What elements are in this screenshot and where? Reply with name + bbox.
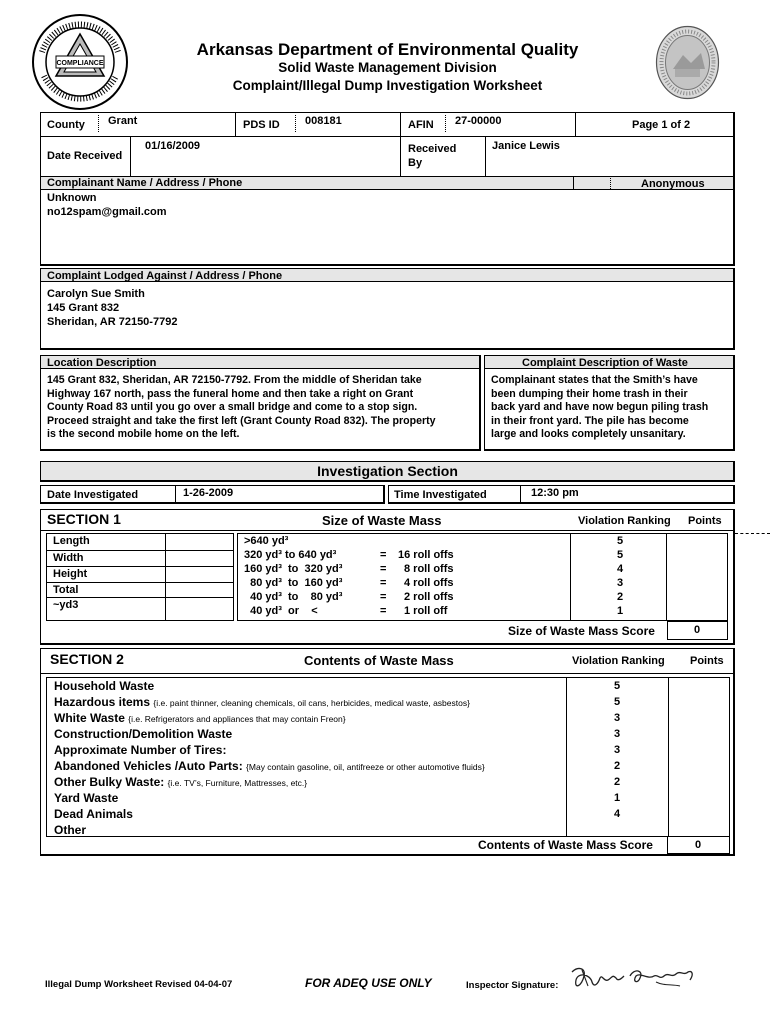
time-investigated-value[interactable]: 12:30 pm (531, 487, 579, 499)
inspector-signature[interactable] (568, 964, 698, 996)
equals-sign: = (380, 549, 387, 561)
size-score-value[interactable]: 0 (693, 624, 701, 636)
content-row: Abandoned Vehicles /Auto Parts: {May contain gasoline, oil, antifreeze or other automotive fluids} (54, 759, 485, 773)
rolloff-count: 1 roll off (404, 605, 448, 617)
county-label: County (47, 119, 85, 131)
received-by-label: Received By (408, 143, 457, 169)
state-seal (655, 25, 720, 100)
against-line: 145 Grant 832 (47, 302, 120, 314)
svg-text:COMPLIANCE: COMPLIANCE (56, 60, 104, 67)
section-2-subtitle: Contents of Waste Mass (304, 653, 454, 668)
rolloff-count: 16 roll offs (398, 549, 454, 561)
rolloff-count: 4 roll offs (404, 577, 454, 589)
pds-id-label: PDS ID (243, 119, 280, 131)
agency-title: Arkansas Department of Environmental Quality (196, 40, 579, 59)
pds-id-value[interactable]: 008181 (305, 115, 342, 127)
content-row: Yard Waste (54, 791, 119, 805)
afin-value[interactable]: 27-00000 (455, 115, 502, 127)
date-investigated-value[interactable]: 1-26-2009 (183, 487, 234, 499)
dashed-line (735, 533, 770, 534)
ranking-value: 5 (616, 535, 624, 547)
complainant-label: Complainant Name / Address / Phone (47, 177, 243, 189)
division-title: Solid Waste Management Division (278, 60, 497, 75)
ranking-value: 3 (616, 577, 624, 589)
revision-note: Illegal Dump Worksheet Revised 04-04-07 (45, 979, 233, 990)
section-2-title: SECTION 2 (50, 651, 124, 667)
content-row: Approximate Number of Tires: (54, 743, 227, 757)
adeq-use-only: FOR ADEQ USE ONLY (305, 976, 432, 990)
afin-label: AFIN (408, 119, 434, 131)
dim-height-label: Height (53, 568, 88, 580)
rolloff-count: 2 roll offs (404, 591, 454, 603)
time-investigated-label: Time Investigated (394, 489, 487, 501)
content-row: Household Waste (54, 679, 155, 693)
location-label: Location Description (47, 357, 157, 369)
points-header: Points (688, 515, 722, 527)
complainant-line: no12spam@gmail.com (47, 206, 167, 218)
ranking-value: 3 (613, 744, 621, 756)
signature-label: Inspector Signature: (466, 980, 559, 991)
size-row: 80 yd³ to 160 yd³ (244, 577, 343, 589)
equals-sign: = (380, 591, 387, 603)
content-row: Other Bulky Waste: {i.e. TV’s, Furniture, Mattresses, etc.} (54, 775, 308, 789)
anonymous-checkbox[interactable]: Anonymous (641, 178, 705, 190)
size-row: 40 yd³ or < (244, 605, 318, 617)
ranking-value: 4 (616, 563, 624, 575)
content-row: Hazardous items {i.e. paint thinner, cleaning chemicals, oil cans, herbicides, medical waste, asbestos} (54, 695, 470, 709)
equals-sign: = (380, 563, 387, 575)
ranking-value: 4 (613, 808, 621, 820)
violation-ranking-header: Violation Ranking (578, 515, 671, 527)
against-line: Sheridan, AR 72150-7792 (47, 316, 178, 328)
dim-length-label: Length (53, 535, 90, 547)
county-value[interactable]: Grant (108, 115, 138, 127)
content-row: White Waste {i.e. Refrigerators and appliances that may contain Freon} (54, 711, 346, 725)
size-score-label: Size of Waste Mass Score (508, 624, 655, 638)
violation-ranking-header: Violation Ranking (572, 655, 665, 667)
content-row: Dead Animals (54, 807, 133, 821)
date-received-label: Date Received (47, 150, 123, 162)
points-header: Points (690, 655, 724, 667)
dim-yd3-label: ~yd3 (53, 599, 79, 611)
size-row: 320 yd³ to 640 yd³ (244, 549, 337, 561)
width-input[interactable] (166, 551, 233, 566)
against-label: Complaint Lodged Against / Address / Phone (47, 270, 283, 282)
ranking-value: 5 (616, 549, 624, 561)
contents-score-value[interactable]: 0 (694, 839, 702, 851)
section-1-subtitle: Size of Waste Mass (322, 513, 442, 528)
waste-description-text[interactable]: Complainant states that the Smith’s have been dumping their home trash in their back yard and have now begun piling trash in their front yard. The pile has become large and looks completely unsanitary. (491, 374, 709, 441)
equals-sign: = (380, 577, 387, 589)
ranking-value: 2 (613, 776, 621, 788)
content-row: Construction/Demolition Waste (54, 727, 233, 741)
dim-total-label: Total (53, 584, 79, 596)
equals-sign: = (380, 605, 387, 617)
ranking-value: 5 (613, 696, 621, 708)
ranking-value: 5 (613, 680, 621, 692)
size-row: >640 yd³ (244, 535, 289, 547)
ranking-value: 2 (613, 760, 621, 772)
section-1-title: SECTION 1 (47, 511, 121, 527)
size-row: 160 yd³ to 320 yd³ (244, 563, 343, 575)
ranking-value: 2 (616, 591, 624, 603)
received-by-value[interactable]: Janice Lewis (492, 140, 560, 152)
rolloff-count: 8 roll offs (404, 563, 454, 575)
location-description[interactable]: 145 Grant 832, Sheridan, AR 72150-7792. From the middle of Sheridan take Highway 167 north, pass the funeral home and then take a right on Grant County Road 83 until you go over a small bridge and come to a stop sign. Proceed straight and take the first left (Grant County Road 832). The property is the second mobile home on the left. (47, 374, 436, 441)
waste-description-label: Complaint Description of Waste (522, 357, 688, 369)
page-number: Page 1 of 2 (632, 119, 691, 131)
compliance-logo (30, 12, 130, 112)
date-received-value[interactable]: 01/16/2009 (145, 140, 201, 152)
content-row: Other (54, 823, 87, 837)
ranking-value: 1 (616, 605, 624, 617)
ranking-value: 3 (613, 712, 621, 724)
date-investigated-label: Date Investigated (47, 489, 139, 501)
size-row: 40 yd³ to 80 yd³ (244, 591, 343, 603)
dim-width-label: Width (53, 552, 84, 564)
ranking-value: 1 (613, 792, 621, 804)
contents-score-label: Contents of Waste Mass Score (478, 838, 653, 852)
form-title: Complaint/Illegal Dump Investigation Worksheet (232, 78, 543, 93)
complainant-line: Unknown (47, 192, 97, 204)
ranking-value: 3 (613, 728, 621, 740)
against-line: Carolyn Sue Smith (47, 288, 145, 300)
investigation-title: Investigation Section (317, 463, 458, 479)
